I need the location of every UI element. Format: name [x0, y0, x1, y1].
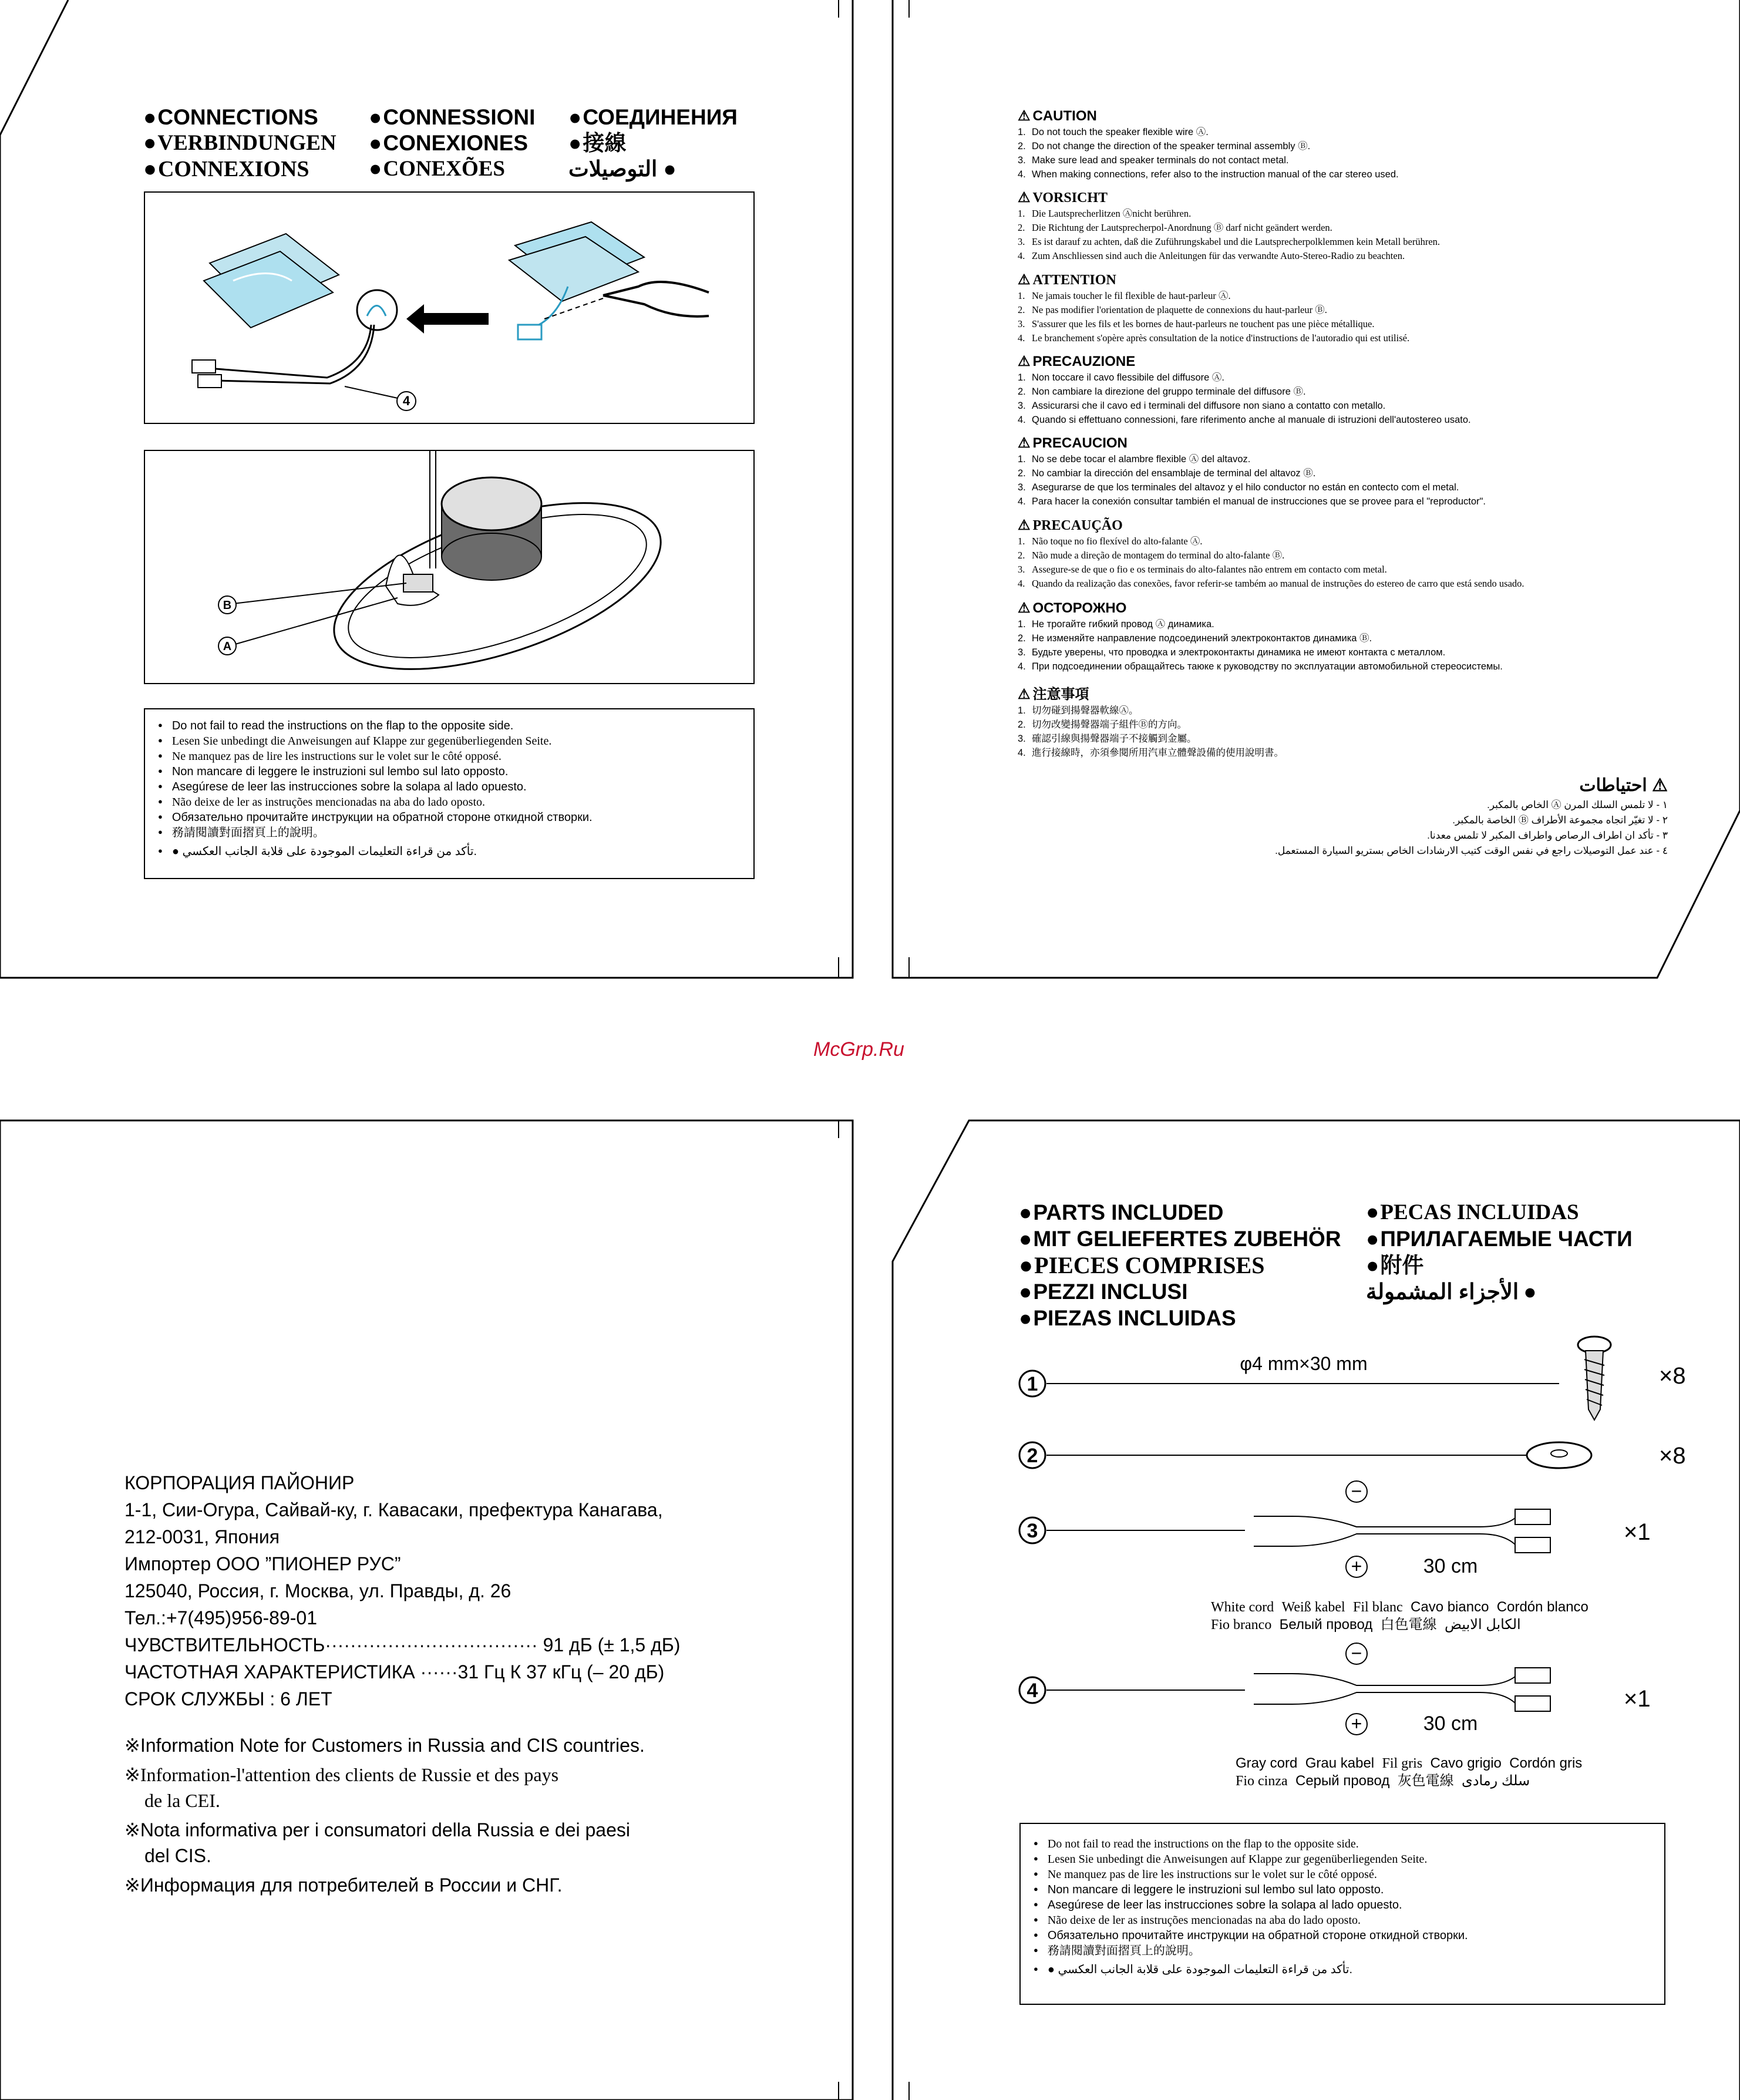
arabic-caution-item: ٤ - عند عمل التوصيلات راجع في نفس الوقت كتيب الارشادات الخاص بستريو السيارة المستعمل.	[1275, 845, 1668, 856]
cis-note-en: ※Information Note for Customers in Russia and CIS countries.	[124, 1735, 645, 1756]
flap-note-it: ● Non mancare di leggere le instruzioni sul lembo sul lato opposto.	[158, 765, 741, 780]
heading-connections-ar-text: التوصيلات	[568, 157, 658, 181]
cord-name: Cordón blanco	[1496, 1599, 1588, 1615]
caution-item-text: 確認引線與揚聲器端子不接觸到金屬。	[1032, 733, 1197, 744]
caution-item-text: 進行接線時，亦須參閱所用汽車立體聲設備的使用說明書。	[1032, 748, 1284, 758]
caution-item-text: Asegurarse de que los terminales del altavoz y el hilo conductor no están en contecto com el metal.	[1032, 482, 1459, 493]
caution-block	[1018, 517, 1675, 591]
caution-item: 3. Assicurarsi che il cavo ed i terminali del diffusore non siano a contatto con metallo.	[1018, 401, 1386, 411]
warning-triangle-icon: ⚠	[1018, 108, 1031, 124]
caution-item-text: Do not touch the speaker flexible wire Ⓐ.	[1032, 127, 1209, 137]
heading-connections-ar: التوصيلات ●	[568, 157, 677, 181]
flap-note-box-bottom	[1019, 1823, 1665, 2005]
washer-icon	[1527, 1442, 1591, 1468]
connection-figure-speaker	[144, 450, 755, 684]
plus-sign: +	[1351, 1556, 1362, 1577]
caution-item: 3. Es ist darauf zu achten, daß die Zuführungskabel und die Lautsprecherpolklemmen kein Metall berühren.	[1018, 236, 1441, 247]
cord-name: Fio cinza	[1236, 1773, 1288, 1789]
caution-block	[1018, 435, 1675, 509]
caution-item-text: Não mude a direção de montagem do terminal do alto-falante Ⓑ.	[1032, 550, 1285, 561]
caution-item: 4. When making connections, refer also to the instruction manual of the car stereo used.	[1018, 169, 1399, 180]
flap-note-ar-text: تأكد من قراءة التعليمات الموجودة على قلابة الجانب العكسي.	[1058, 1963, 1352, 1976]
russia-info	[124, 1469, 680, 1712]
flap-note-de: ● Lesen Sie unbedingt die Anweisungen auf Klappe zur gegenüberliegenden Seite.	[1034, 1852, 1651, 1867]
caution-block	[1018, 353, 1675, 427]
arabic-caution-item: ٢ - لا تغيّر اتجاه مجموعة الأطراف Ⓑ الخاصة بالمكبر.	[1452, 815, 1668, 826]
caution-item-text: 切勿碰到揚聲器軟線Ⓐ。	[1032, 705, 1139, 716]
gray-cord-names	[1236, 1755, 1582, 1790]
warning-triangle-icon: ⚠	[1018, 190, 1031, 206]
screw-size: φ4 mm×30 mm	[1240, 1353, 1368, 1374]
cord-name: 白色電線	[1380, 1617, 1437, 1633]
caution-item-text: Es ist darauf zu achten, daß die Zuführungskabel und die Lautsprecherpolklemmen kein Metall berühren.	[1032, 236, 1441, 247]
caution-block	[1018, 686, 1675, 760]
cord-name: Cordón gris	[1509, 1755, 1583, 1771]
caution-title-text: PRECAUÇÃO	[1032, 518, 1123, 533]
caution-item: 2. No cambiar la dirección del ensamblaje de terminal del altavoz Ⓑ.	[1018, 468, 1316, 479]
flap-note-box-top	[144, 708, 755, 879]
cord-name: Белый провод	[1279, 1617, 1373, 1633]
watermark: McGrp.Ru	[813, 1038, 904, 1061]
cord-name: Cavo bianco	[1411, 1599, 1489, 1615]
caution-title	[1018, 686, 1675, 704]
flap-note-de: ● Lesen Sie unbedingt die Anweisungen auf Klappe zur gegenüberliegenden Seite.	[158, 734, 741, 749]
caution-item: 4. Zum Anschliessen sind auch die Anleitungen für das verwandte Auto-Stereo-Radio zu beachten.	[1018, 250, 1405, 261]
cord-length-4: 30 cm	[1423, 1712, 1478, 1735]
caution-item: 4. При подсоединении обращайтесь таюке к руководству по эксплуатации автомобильной стереосистемы.	[1018, 661, 1503, 672]
flap-note-it: ● Non mancare di leggere le instruzioni sul lembo sul lato opposto.	[1034, 1883, 1651, 1898]
heading-connections-en: ● CONNECTIONS	[143, 105, 336, 130]
caution-item: 1. Non toccare il cavo flessibile del diffusore Ⓐ.	[1018, 372, 1225, 383]
caution-item: 2. 切勿改變揚聲器端子組件Ⓑ的方向。	[1018, 719, 1187, 730]
caution-item-text: Quando si effettuano connessioni, fare riferimento anche al manuale di istruzioni dell'autostereo usato.	[1032, 415, 1471, 425]
cord-name: Cavo grigio	[1430, 1755, 1502, 1771]
flap-note-fr: ● Ne manquez pas de lire les instructions sur le volet sur le côté opposé.	[1034, 1867, 1651, 1883]
caution-title	[1018, 517, 1675, 534]
connections-headings-col2	[369, 105, 535, 182]
item-1-qty: ×8	[1659, 1363, 1686, 1389]
caution-title-text: PRECAUZIONE	[1032, 354, 1136, 369]
caution-block	[1018, 107, 1675, 181]
russia-info-line: КОРПОРАЦИЯ ПАЙОНИР	[124, 1472, 355, 1493]
caution-item-text: Non toccare il cavo flessibile del diffusore Ⓐ.	[1032, 372, 1225, 383]
caution-item-text: No se debe tocar el alambre flexible Ⓐ del altavoz.	[1032, 454, 1251, 465]
warning-triangle-icon: ⚠	[1018, 435, 1031, 451]
cord-name: White cord	[1211, 1600, 1274, 1615]
caution-item: 2. Non cambiare la direzione del gruppo terminale del diffusore Ⓑ.	[1018, 386, 1306, 397]
caution-item: 1. Não toque no fio flexível do alto-falante Ⓐ.	[1018, 536, 1203, 547]
caution-item: 3. Make sure lead and speaker terminals do not contact metal.	[1018, 155, 1289, 166]
warning-triangle-icon: ⚠	[1652, 776, 1668, 795]
warning-triangle-icon: ⚠	[1018, 272, 1031, 288]
caution-item: 2. Do not change the direction of the speaker terminal assembly Ⓑ.	[1018, 141, 1311, 152]
arabic-caution-item: ١ - لا تلمس السلك المرن Ⓐ الخاص بالمكبر.	[1487, 799, 1668, 810]
caution-item-text: При подсоединении обращайтесь таюке к руководству по эксплуатации автомобильной стереосистемы.	[1032, 661, 1503, 672]
caution-title	[1018, 435, 1675, 452]
caution-item-text: Не трогайте гибкий провод Ⓐ динамика.	[1032, 619, 1214, 630]
caution-item: 1. 切勿碰到揚聲器軟線Ⓐ。	[1018, 705, 1139, 716]
caution-item-text: Будьте уверены, что проводка и электроконтакты динамика не имеют контакта с металлом.	[1032, 647, 1446, 658]
caution-item: 2. Не изменяйте направление подсоединений электроконтактов динамика Ⓑ.	[1018, 633, 1372, 644]
cis-info-notes	[124, 1732, 645, 1898]
cord-name: 灰色電線	[1397, 1773, 1454, 1789]
flap-note-pt: ● Não deixe de ler as instruções mencionadas na aba do lado oposto.	[1034, 1913, 1651, 1929]
connections-headings-col3	[568, 105, 738, 182]
speaker-illustration	[145, 451, 753, 683]
heading-connections-pt: ● CONEXÕES	[369, 156, 535, 182]
russia-info-line: 212-0031, Япония	[124, 1526, 280, 1547]
cord-name: Weiß kabel	[1281, 1600, 1345, 1615]
heading-connections-fr: ● CONNEXIONS	[143, 156, 336, 182]
caution-item: 3. 確認引線與揚聲器端子不接觸到金屬。	[1018, 733, 1197, 744]
caution-title	[1018, 600, 1675, 617]
flap-note-ar: ● ● تأكد من قراءة التعليمات الموجودة على قلابة الجانب العكسي.	[1034, 1963, 1651, 1978]
figure-label-b: B	[223, 599, 232, 612]
caution-item-text: Ne pas modifier l'orientation de plaquette de connexions du haut-parleur Ⓑ.	[1032, 304, 1327, 315]
caution-item-text: Quando da realização das conexões, favor referir-se também ao manual de instruções do estereo de carro que está sendo usado.	[1032, 578, 1524, 589]
caution-title	[1018, 271, 1675, 289]
minus-sign: −	[1351, 1643, 1362, 1664]
russia-info-line: 125040, Россия, г. Москва, ул. Правды, д. 26	[124, 1580, 511, 1601]
caution-item-text: Die Lautsprecherlitzen Ⓐnicht berühren.	[1032, 208, 1192, 219]
flap-note-en: ● Do not fail to read the instructions on the flap to the opposite side.	[1034, 1837, 1651, 1852]
russia-info-line: Импортер ООО ”ПИОНЕР РУС”	[124, 1553, 401, 1574]
minus-sign: −	[1351, 1480, 1362, 1502]
cord-name: Серый провод	[1295, 1773, 1390, 1789]
heading-connections-de: ● VERBINDUNGEN	[143, 130, 336, 156]
caution-item-text: Ne jamais toucher le fil flexible de haut-parleur Ⓐ.	[1032, 290, 1231, 301]
flap-note-ru: ● Обязательно прочитайте инструкции на обратной стороне откидной створки.	[158, 810, 741, 826]
caution-item: 3. S'assurer que les fils et les bornes de haut-parleurs ne touchent pas une pièce métallique.	[1018, 318, 1375, 329]
cis-note-fr: ※Information-l'attention des clients de Russie et des pays	[124, 1764, 559, 1785]
caution-item-text: Non cambiare la direzione del gruppo terminale del diffusore Ⓑ.	[1032, 386, 1306, 397]
cord-name: Fio branco	[1211, 1617, 1272, 1633]
item-number-4: 4	[1027, 1680, 1038, 1702]
caution-item-text: Assicurarsi che il cavo ed i terminali del diffusore non siano a contatto con metallo.	[1032, 401, 1386, 411]
flap-note-en: ● Do not fail to read the instructions on the flap to the opposite side.	[158, 719, 741, 734]
caution-title-text: ОСТОРОЖНО	[1032, 600, 1127, 616]
caution-item-text: No cambiar la dirección del ensamblaje de terminal del altavoz Ⓑ.	[1032, 468, 1316, 479]
flap-note-zh: ● 務請閱讀對面摺頁上的說明。	[158, 826, 741, 841]
arabic-caution-item: ٣ - تأكد ان اطراف الرصاص واطراف المكبر لا تلمس معدنا.	[1427, 830, 1668, 841]
item-4-qty: ×1	[1624, 1686, 1651, 1712]
caution-item: 1. Ne jamais toucher le fil flexible de haut-parleur Ⓐ.	[1018, 290, 1231, 301]
caution-block	[1018, 189, 1675, 263]
cis-note-it-cont: del CIS.	[144, 1845, 211, 1866]
plus-sign: +	[1351, 1713, 1362, 1734]
caution-item: 2. Ne pas modifier l'orientation de plaquette de connexions du haut-parleur Ⓑ.	[1018, 304, 1327, 315]
flap-note-ar-text: تأكد من قراءة التعليمات الموجودة على قلابة الجانب العكسي.	[182, 845, 477, 858]
heading-parts-ar-text: الأجزاء المشمولة	[1366, 1280, 1519, 1304]
cord-name: Gray cord	[1236, 1755, 1298, 1771]
heading-connections-zh: ● 接線	[568, 130, 738, 156]
parts-diagram	[893, 1333, 1740, 1803]
connections-headings-col1	[143, 105, 336, 182]
gray-cord-icon	[1254, 1668, 1550, 1711]
caution-item: 1. No se debe tocar el alambre flexible Ⓐ del altavoz.	[1018, 454, 1251, 465]
caution-title	[1018, 189, 1675, 207]
caution-item-text: 切勿改變揚聲器端子組件Ⓑ的方向。	[1032, 719, 1187, 730]
heading-connections-it: ● CONNESSIONI	[369, 105, 535, 130]
flap-note-ru: ● Обязательно прочитайте инструкции на обратной стороне откидной створки.	[1034, 1929, 1651, 1944]
item-number-3: 3	[1027, 1520, 1038, 1542]
caution-item-text: Não toque no fio flexível do alto-falante Ⓐ.	[1032, 536, 1203, 547]
parts-headings-col2	[1366, 1199, 1633, 1305]
warning-triangle-icon: ⚠	[1018, 518, 1031, 533]
caution-item: 3. Asegurarse de que los terminales del altavoz y el hilo conductor no están en contecto com el metal.	[1018, 482, 1459, 493]
caution-block	[1018, 600, 1675, 674]
caution-item: 4. Para hacer la conexión consultar también el manual de instrucciones que se provee para el "reproductor".	[1018, 496, 1486, 507]
caution-item: 4. Le branchement s'opère après consultation de la notice d'instructions de l'autoradio qui est utilisé.	[1018, 332, 1410, 344]
cord-name: Grau kabel	[1305, 1755, 1375, 1771]
caution-title	[1018, 107, 1675, 125]
caution-item-text: Make sure lead and speaker terminals do not contact metal.	[1032, 155, 1289, 166]
russia-info-line: СРОК СЛУЖБЫ : 6 ЛЕТ	[124, 1688, 332, 1709]
flap-note-ar: ● ● تأكد من قراءة التعليمات الموجودة على قلابة الجانب العكسي.	[158, 844, 741, 860]
flap-note-pt: ● Não deixe de ler as instruções mencionadas na aba do lado oposto.	[158, 795, 741, 810]
wiring-illustration	[145, 193, 753, 423]
russia-info-line: 1-1, Сии-Огура, Сайвай-ку, г. Кавасаки, префектура Канагава,	[124, 1499, 663, 1520]
cord-name: الكابل الابيض	[1444, 1617, 1521, 1633]
heading-connections-ru: ● СОЕДИНЕНИЯ	[568, 105, 738, 130]
caution-item: 3. Будьте уверены, что проводка и электроконтакты динамика не имеют контакта с металлом.	[1018, 647, 1446, 658]
warning-triangle-icon: ⚠	[1018, 354, 1031, 369]
caution-title-text: ATTENTION	[1032, 272, 1116, 288]
heading-parts-pt: ● PECAS INCLUIDAS	[1366, 1199, 1633, 1226]
caution-item-text: Die Richtung der Lautsprecherpol-Anordnung Ⓑ darf nicht geändert werden.	[1032, 222, 1332, 233]
russia-info-line: ЧУВСТВИТЕЛЬНОСТЬ·································· 91 дБ (± 1,5 дБ)	[124, 1634, 681, 1655]
heading-parts-de: ● MIT GELIEFERTES ZUBEHÖR	[1019, 1226, 1341, 1252]
caution-title-text: 注意事項	[1032, 686, 1089, 702]
flap-note-fr: ● Ne manquez pas de lire les instructions sur le volet sur le côté opposé.	[158, 749, 741, 765]
heading-connections-es: ● CONEXIONES	[369, 130, 535, 156]
figure-label-4: 4	[402, 393, 410, 408]
caution-item: 4. Quando si effettuano connessioni, fare riferimento anche al manuale di istruzioni dell'autostereo usato.	[1018, 415, 1471, 425]
parts-headings-col1	[1019, 1199, 1341, 1331]
caution-item: 2. Não mude a direção de montagem do terminal do alto-falante Ⓑ.	[1018, 550, 1285, 561]
heading-parts-fr: ● PIECES COMPRISES	[1019, 1252, 1341, 1278]
caution-title	[1018, 353, 1675, 371]
warning-triangle-icon: ⚠	[1018, 600, 1031, 616]
caution-title-text: PRECAUCION	[1032, 435, 1128, 451]
caution-item-text: Para hacer la conexión consultar también el manual de instrucciones que se provee para el "reproductor".	[1032, 496, 1486, 507]
caution-item: 4. Quando da realização das conexões, favor referir-se também ao manual de instruções do estereo de carro que está sendo usado.	[1018, 578, 1524, 589]
cis-note-it: ※Nota informativa per i consumatori della Russia e dei paesi	[124, 1819, 630, 1840]
caution-item: 1. Do not touch the speaker flexible wire Ⓐ.	[1018, 127, 1209, 137]
cis-note-ru: ※Информация для потребителей в России и СНГ.	[124, 1874, 563, 1896]
item-3-qty: ×1	[1624, 1519, 1651, 1545]
caution-item-text: Не изменяйте направление подсоединений электроконтактов динамика Ⓑ.	[1032, 633, 1372, 644]
russia-info-line: Тел.:+7(495)956-89-01	[124, 1607, 318, 1628]
white-cord-icon	[1254, 1509, 1550, 1553]
caution-item: 1. Не трогайте гибкий провод Ⓐ динамика.	[1018, 619, 1214, 630]
item-2-qty: ×8	[1659, 1443, 1686, 1469]
caution-item-text: When making connections, refer also to the instruction manual of the car stereo used.	[1032, 169, 1399, 180]
item-number-1: 1	[1027, 1373, 1038, 1395]
caution-item-text: Do not change the direction of the speaker terminal assembly Ⓑ.	[1032, 141, 1311, 152]
caution-item: 3. Assegure-se de que o fio e os terminais do alto-falantes não entrem em contacto com metal.	[1018, 564, 1387, 575]
white-cord-names	[1211, 1598, 1588, 1634]
figure-label-a: A	[223, 640, 232, 653]
heading-parts-it: ● PEZZI INCLUSI	[1019, 1278, 1341, 1305]
cord-length-3: 30 cm	[1423, 1555, 1478, 1577]
cord-name: Fil blanc	[1353, 1600, 1403, 1615]
warning-triangle-icon: ⚠	[1018, 686, 1031, 702]
connection-figure-wiring	[144, 191, 755, 424]
cord-name: سلك رمادى	[1462, 1773, 1530, 1789]
caution-item-text: Assegure-se de que o fio e os terminais do alto-falantes não entrem em contacto com metal.	[1032, 564, 1387, 575]
item-number-2: 2	[1027, 1445, 1038, 1467]
flap-note-es: ● Asegúrese de leer las instrucciones sobre la solapa al lado opuesto.	[158, 780, 741, 795]
arabic-caution-title: احتياطات	[1579, 776, 1647, 795]
screw-icon	[1578, 1337, 1611, 1420]
caution-title-text: CAUTION	[1032, 108, 1097, 124]
flap-note-zh: ● 務請閱讀對面摺頁上的說明。	[1034, 1944, 1651, 1959]
caution-item-text: Le branchement s'opère après consultation de la notice d'instructions de l'autoradio qui est utilisé.	[1032, 332, 1410, 344]
caution-item-text: S'assurer que les fils et les bornes de haut-parleurs ne touchent pas une pièce métallique.	[1032, 318, 1375, 329]
caution-item: 4. 進行接線時，亦須參閱所用汽車立體聲設備的使用說明書。	[1018, 748, 1284, 758]
cord-name: Fil gris	[1382, 1756, 1423, 1771]
heading-parts-es: ● PIEZAS INCLUIDAS	[1019, 1305, 1341, 1331]
caution-title-text: VORSICHT	[1032, 190, 1108, 206]
caution-block	[1018, 271, 1675, 345]
heading-parts-zh: ● 附件	[1366, 1252, 1633, 1278]
heading-parts-ar: الأجزاء المشمولة ●	[1366, 1280, 1537, 1304]
russia-info-line: ЧАСТОТНАЯ ХАРАКТЕРИСТИКА ······31 Гц К 37 кГц (– 20 дБ)	[124, 1661, 665, 1682]
cis-note-fr-cont: de la CEI.	[144, 1790, 220, 1811]
caution-item-text: Zum Anschliessen sind auch die Anleitungen für das verwandte Auto-Stereo-Radio zu beachten.	[1032, 250, 1405, 261]
heading-parts-ru: ● ПРИЛАГАЕМЫЕ ЧАСТИ	[1366, 1226, 1633, 1252]
heading-parts-en: ● PARTS INCLUDED	[1019, 1199, 1341, 1226]
arabic-caution	[1263, 774, 1668, 859]
caution-item: 1. Die Lautsprecherlitzen Ⓐnicht berühren.	[1018, 208, 1192, 219]
flap-note-es: ● Asegúrese de leer las instrucciones sobre la solapa al lado opuesto.	[1034, 1898, 1651, 1913]
caution-item: 2. Die Richtung der Lautsprecherpol-Anordnung Ⓑ darf nicht geändert werden.	[1018, 222, 1332, 233]
